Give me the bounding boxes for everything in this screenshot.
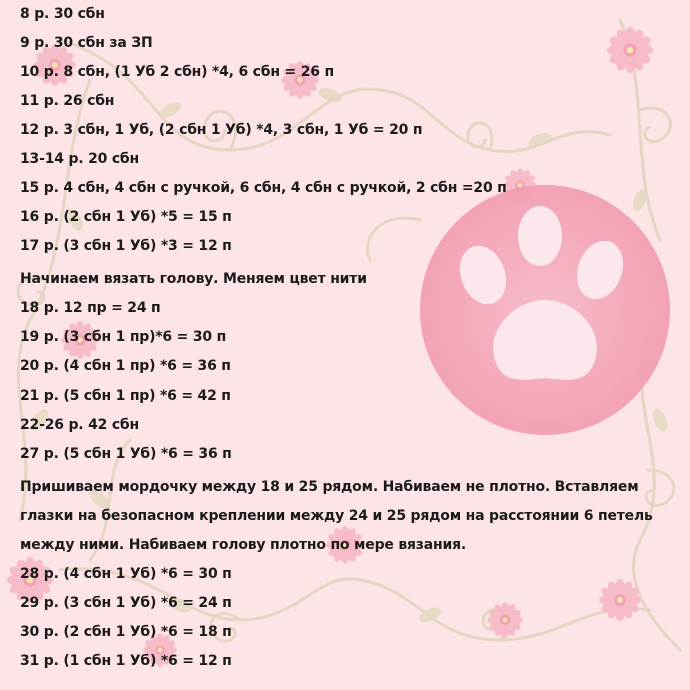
pattern-line: 29 р. (3 сбн 1 Уб) *6 = 24 п [20,595,232,611]
pattern-line: 22-26 р. 42 сбн [20,417,139,433]
pattern-line: 9 р. 30 сбн за ЗП [20,35,153,51]
pattern-line: 19 р. (3 сбн 1 пр)*6 = 30 п [20,329,227,345]
pattern-line: 21 р. (5 сбн 1 пр) *6 = 42 п [20,388,231,404]
pattern-line: 8 р. 30 сбн [20,6,105,22]
pattern-line: 16 р. (2 сбн 1 Уб) *5 = 15 п [20,209,232,225]
pattern-line: 17 р. (3 сбн 1 Уб) *3 = 12 п [20,238,232,254]
pattern-line: 28 р. (4 сбн 1 Уб) *6 = 30 п [20,566,232,582]
pattern-line: 18 р. 12 пр = 24 п [20,300,161,316]
pattern-line: 12 р. 3 сбн, 1 Уб, (2 сбн 1 Уб) *4, 3 сбн, 1 Уб = 20 п [20,122,423,138]
section-instruction: Начинаем вязать голову. Меняем цвет нити [20,271,367,287]
pattern-line: 15 р. 4 сбн, 4 сбн с ручкой, 6 сбн, 4 сбн с ручкой, 2 сбн =20 п [20,180,507,196]
pattern-line: 31 р. (1 сбн 1 Уб) *6 = 12 п [20,653,232,669]
assembly-instruction: глазки на безопасном креплении между 24 и 25 рядом на расстоянии 6 петель [20,508,653,524]
pattern-line: 20 р. (4 сбн 1 пр) *6 = 36 п [20,358,231,374]
pattern-line: 10 р. 8 сбн, (1 Уб 2 сбн) *4, 6 сбн = 26 п [20,64,334,80]
pattern-line: 11 р. 26 сбн [20,93,115,109]
assembly-instruction: между ними. Набиваем голову плотно по мере вязания. [20,537,466,553]
pattern-line: 27 р. (5 сбн 1 Уб) *6 = 36 п [20,446,232,462]
pattern-line: 13-14 р. 20 сбн [20,151,139,167]
assembly-instruction: Пришиваем мордочку между 18 и 25 рядом. Набиваем не плотно. Вставляем [20,479,639,495]
pattern-line: 30 р. (2 сбн 1 Уб) *6 = 18 п [20,624,232,640]
